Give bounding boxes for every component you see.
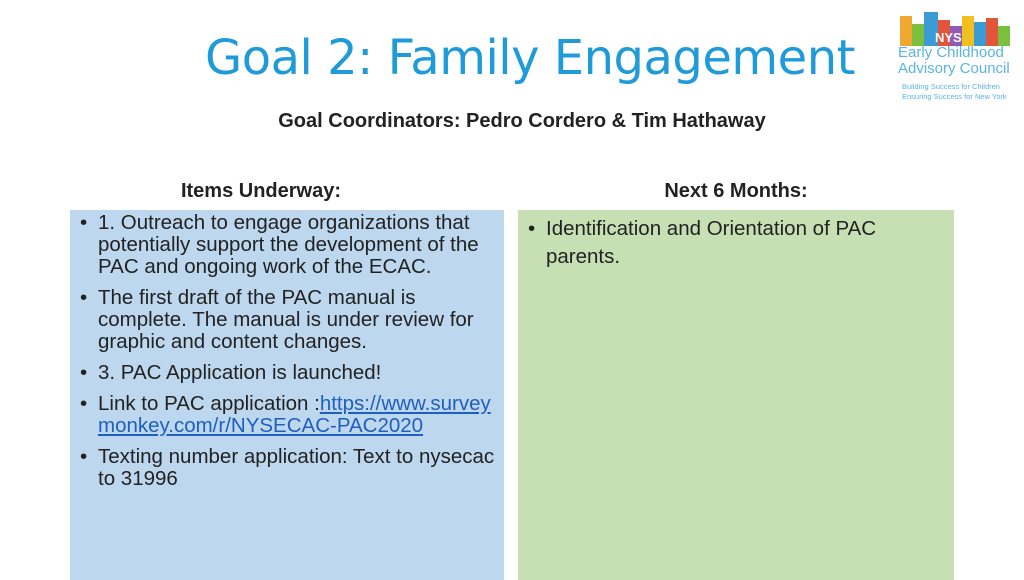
next-6-months-list	[524, 215, 944, 271]
slide-title: Goal 2: Family Engagement	[205, 30, 855, 86]
goal-coordinators: Goal Coordinators: Pedro Cordero & Tim Hathaway	[278, 110, 766, 132]
logo-line1: Early Childhood	[898, 44, 1004, 61]
next-6-months-heading: Next 6 Months:	[664, 180, 808, 202]
next-6-months-panel	[518, 210, 954, 580]
items-underway-panel	[70, 210, 504, 580]
list-item: • Identification and Orientation of PAC parents.	[524, 215, 944, 271]
items-underway-heading: Items Underway:	[180, 180, 342, 202]
list-item: • Texting number application: Text to nysecac to 31996	[76, 446, 498, 490]
list-item: • 3. PAC Application is launched!	[76, 362, 498, 384]
logo-tagline1: Building Success for Children	[902, 82, 1000, 91]
link-label: Link to PAC application :	[98, 392, 320, 415]
items-underway-list	[76, 212, 498, 490]
pac-application-link[interactable]: https://www.surveymonkey.com/r/NYSECAC-PAC2020	[98, 392, 491, 437]
list-item: • 1. Outreach to engage organizations that potentially support the development of the PAC and ongoing work of the ECAC.	[76, 212, 498, 278]
list-item	[76, 393, 498, 437]
list-item: • The first draft of the PAC manual is complete. The manual is under review for graphic and content changes.	[76, 287, 498, 353]
logo-tagline2: Ensuring Success for New York	[902, 92, 1007, 101]
logo-nys-text: NYS	[935, 30, 962, 45]
logo-line2: Advisory Council	[898, 60, 1010, 77]
